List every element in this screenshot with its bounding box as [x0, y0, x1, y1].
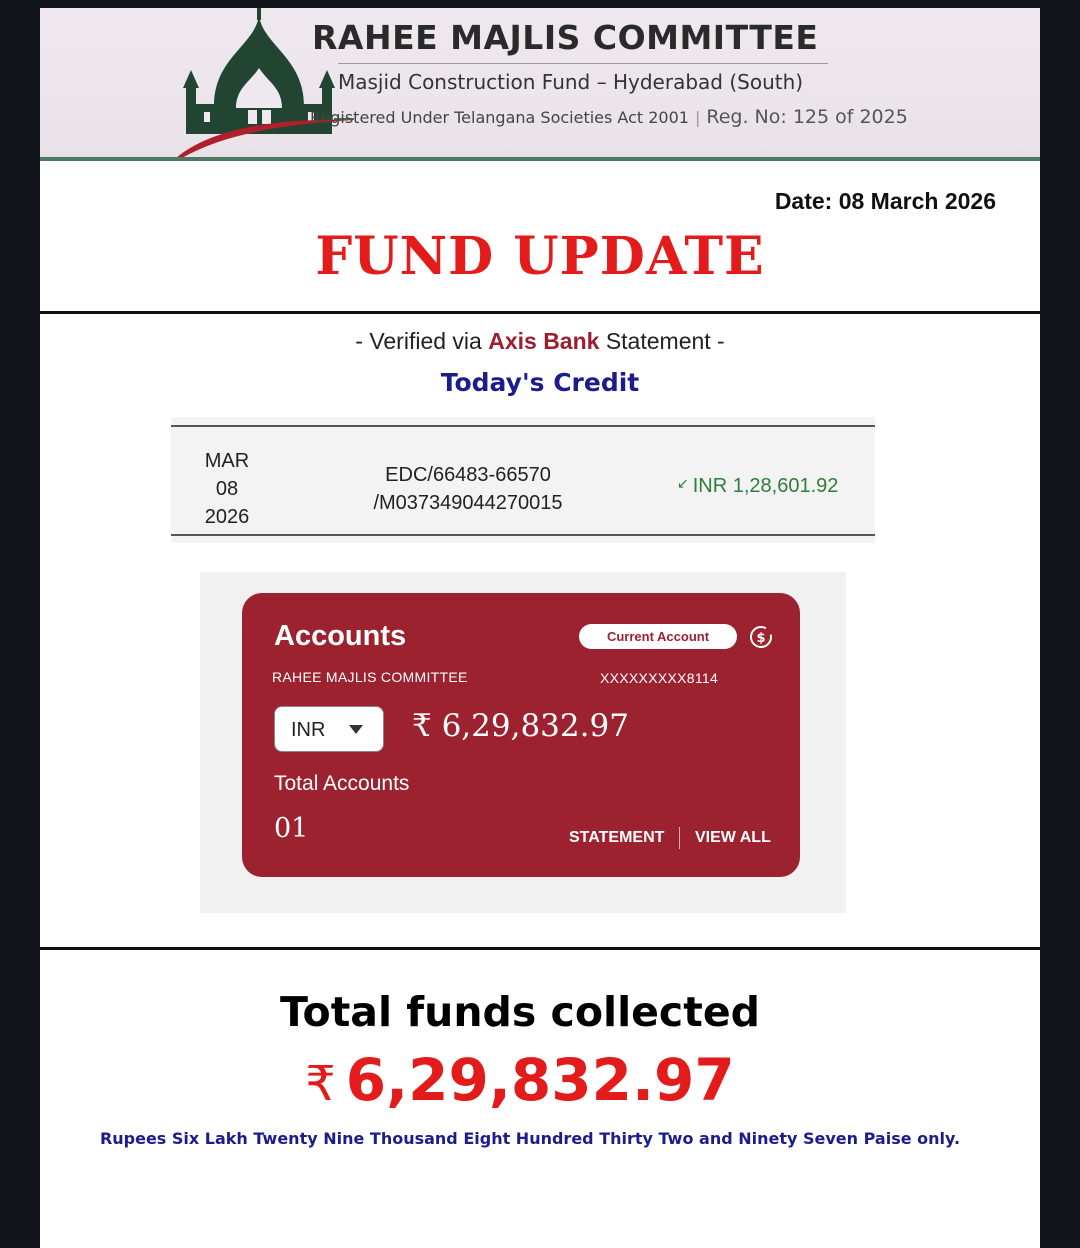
registration-separator: | — [694, 108, 701, 127]
account-balance: ₹ 6,29,832.97 — [412, 708, 629, 744]
chevron-down-icon — [349, 725, 363, 734]
bank-name: Axis Bank — [488, 328, 600, 354]
transaction-date — [187, 447, 267, 531]
transaction-amount-value: INR 1,28,601.92 — [692, 475, 839, 497]
accounts-card — [242, 593, 800, 877]
transaction-amount — [677, 475, 838, 498]
accounts-card-screenshot — [200, 572, 846, 913]
banner-bottom-rule — [40, 157, 1040, 161]
currency-exchange-icon[interactable] — [748, 624, 774, 650]
credit-arrow-icon: ↙ — [677, 475, 689, 491]
verified-suffix: Statement - — [605, 328, 725, 354]
transaction-ref-line2: /M037349044270015 — [373, 492, 563, 514]
registration-text: Registered Under Telangana Societies Act 2001 — [310, 108, 689, 127]
currency-select[interactable] — [274, 706, 384, 752]
section-divider-bottom — [40, 947, 1040, 950]
amount-in-words: Rupees Six Lakh Twenty Nine Thousand Eight Hundred Thirty Two and Ninety Seven Paise only. — [99, 1129, 961, 1148]
svg-text:$: $ — [756, 631, 766, 646]
transaction-bottom-rule — [171, 534, 875, 536]
org-name: RAHEE MAJLIS COMMITTEE — [312, 18, 819, 57]
transaction-ref-line1: EDC/66483-66570 — [385, 464, 551, 486]
link-separator — [679, 827, 680, 849]
transaction-month: MAR — [204, 450, 250, 472]
transaction-reference — [343, 461, 593, 517]
total-funds-heading: Total funds collected — [280, 988, 760, 1036]
verified-line — [40, 328, 1040, 355]
accounts-title: Accounts — [274, 620, 407, 652]
rupee-symbol: ₹ — [305, 1056, 336, 1112]
view-all-link[interactable]: VIEW ALL — [695, 829, 771, 846]
fund-update-page — [40, 8, 1040, 1248]
report-date: Date: 08 March 2026 — [774, 188, 996, 214]
total-accounts-count: 01 — [274, 813, 309, 844]
total-funds-amount — [40, 1046, 1000, 1114]
header-banner — [40, 8, 1040, 158]
transaction-day: 08 — [215, 478, 239, 500]
section-divider-top — [40, 311, 1040, 314]
account-type-badge[interactable]: Current Account — [579, 624, 737, 649]
transaction-year: 2026 — [204, 506, 250, 528]
transaction-row — [171, 417, 875, 543]
account-number: XXXXXXXXX8114 — [600, 670, 719, 686]
currency-value: INR — [291, 719, 326, 741]
org-subtitle: Masjid Construction Fund – Hyderabad (South) — [338, 70, 804, 94]
todays-credit-heading: Today's Credit — [440, 368, 640, 397]
transaction-top-rule — [171, 425, 875, 427]
account-holder-name: RAHEE MAJLIS COMMITTEE — [272, 669, 468, 685]
page-title: FUND UPDATE — [315, 226, 765, 287]
verified-prefix: - Verified via — [355, 328, 482, 354]
total-funds-value: 6,29,832.97 — [345, 1046, 735, 1114]
total-accounts-label: Total Accounts — [274, 772, 410, 795]
registration-line — [310, 106, 908, 128]
registration-number: Reg. No: 125 of 2025 — [706, 106, 908, 128]
header-divider — [338, 63, 828, 64]
statement-link[interactable]: STATEMENT — [569, 829, 665, 846]
